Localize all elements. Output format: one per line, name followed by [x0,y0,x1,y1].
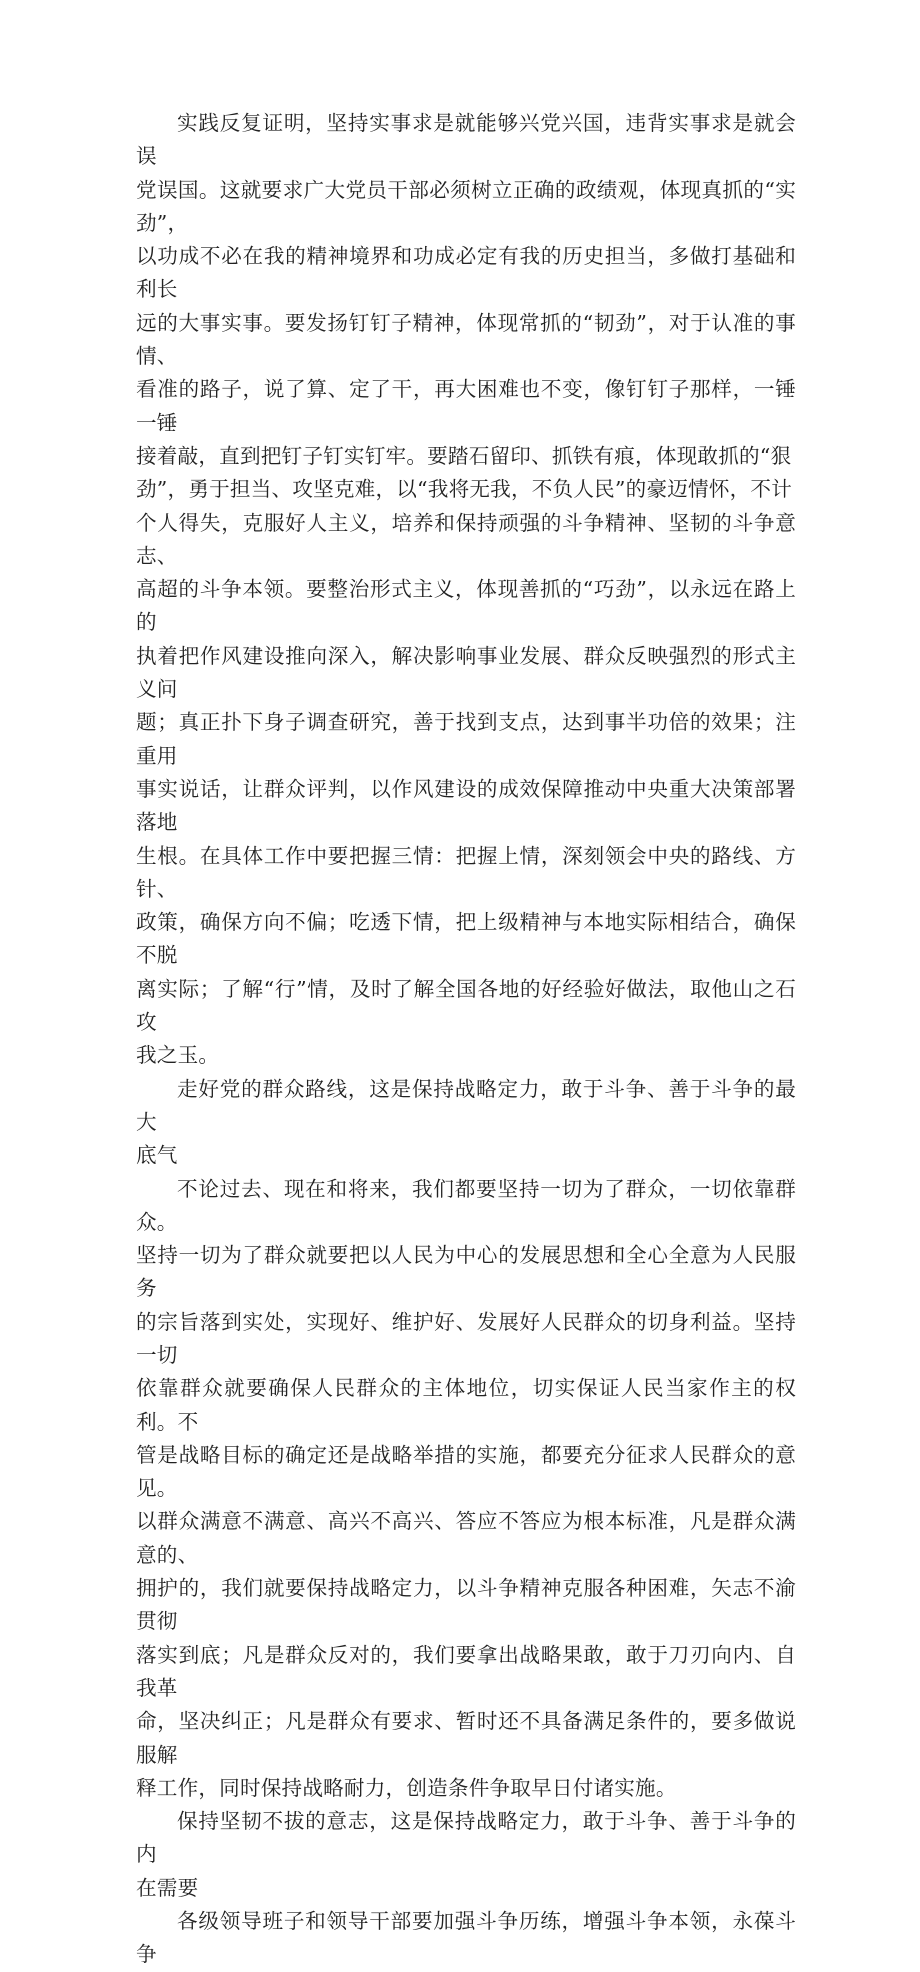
heading-mass-line: 走好党的群众路线，这是保持战略定力，敢于斗争、善于斗争的最大 底气 [136,1076,796,1168]
paragraph-practice-proves: 实践反复证明，坚持实事求是就能够兴党兴国，违背实事求是就会误 党误国。这就要求广大党员干部必须树立正确的政绩观，体现真抓的“实劲”， 以功成不必在我的精神境界和功成必定有我的历史担当，多做打基础和利长 远的大事实事。要发扬钉钉子精神，体现常抓的“韧劲”，对于认准的事情、 看准的路子，说了算、定了干，再大困难也不变，像钉钉子那样，一锤一锤 接着敲，直到把钉子钉实钉牢。要踏石留印、抓铁有痕，体现敢抓的“狠 劲”，勇于担当、攻坚克难，以“我将无我，不负人民”的豪迈情怀，不计 个人得失，克服好人主义，培养和保持顽强的斗争精神、坚韧的斗争意志、 高超的斗争本领。要整治形式主义，体现善抓的“巧劲”，以永远在路上的 执着把作风建设推向深入，解决影响事业发展、群众反映强烈的形式主义问 题；真正扑下身子调查研究，善于找到支点，达到事半功倍的效果；注重用 事实说话，让群众评判，以作风建设的成效保障推动中央重大决策部署落地 生根。在具体工作中要把握三情：把握上情，深刻领会中央的路线、方针、 政策，确保方向不偏；吃透下情，把上级精神与本地实际相结合，确保不脱 离实际；了解“行”情，及时了解全国各地的好经验好做法，取他山之石攻 我之玉。 [136,111,796,1068]
paragraph-for-the-masses: 不论过去、现在和将来，我们都要坚持一切为了群众，一切依靠群众。 坚持一切为了群众就要把以人民为中心的发展思想和全心全意为人民服务 的宗旨落到实处，实现好、维护好、发展好人民群众的切身利益。坚持一切 依靠群众就要确保人民群众的主体地位，切实保证人民当家作主的权利。不 管是战略目标的确定还是战略举措的实施，都要充分征求人民群众的意见。 以群众满意不满意、高兴不高兴、答应不答应为根本标准，凡是群众满意的、 拥护的，我们就要保持战略定力，以斗争精神克服各种困难，矢志不渝贯彻 落实到底；凡是群众反对的，我们要拿出战略果敢，敢于刀刃向内、自我革 命，坚决纠正；凡是群众有要求、暂时还不具备满足条件的，要多做说服解 释工作，同时保持战略耐力，创造条件争取早日付诸实施。 [136,1176,796,1800]
heading-perseverance: 保持坚韧不拔的意志，这是保持战略定力，敢于斗争、善于斗争的内 在需要 [136,1809,796,1900]
paragraph-leadership-struggle: 各级领导班子和领导干部要加强斗争历练，增强斗争本领，永葆斗争 [136,1909,796,1967]
document-body [136,107,796,1972]
